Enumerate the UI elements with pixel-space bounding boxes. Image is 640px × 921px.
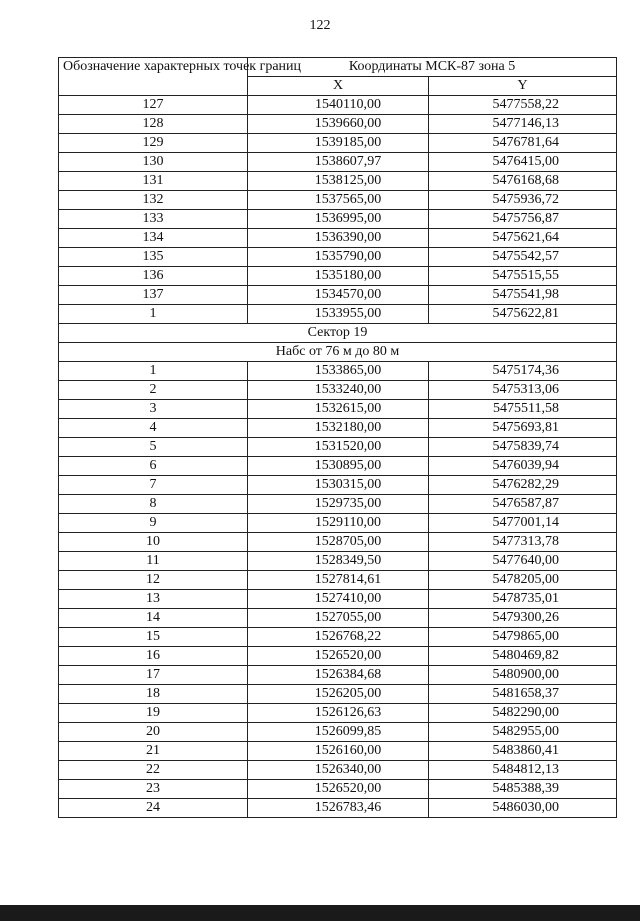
y-coordinate-cell: 5482955,00 [429, 723, 617, 742]
y-coordinate-cell: 5480469,82 [429, 647, 617, 666]
table-row [59, 590, 617, 609]
y-coordinate-cell: 5475313,06 [429, 381, 617, 400]
x-coordinate-cell: 1528349,50 [248, 552, 429, 571]
point-id-cell: 9 [59, 514, 248, 533]
point-id-cell: 11 [59, 552, 248, 571]
point-id-cell: 133 [59, 210, 248, 229]
x-coordinate-cell: 1526783,46 [248, 799, 429, 818]
point-id-cell: 17 [59, 666, 248, 685]
point-id-cell: 6 [59, 457, 248, 476]
x-coordinate-cell: 1538125,00 [248, 172, 429, 191]
table-row [59, 153, 617, 172]
y-coordinate-cell: 5476039,94 [429, 457, 617, 476]
point-id-cell: 132 [59, 191, 248, 210]
header-y: Y [429, 77, 617, 96]
y-coordinate-cell: 5477558,22 [429, 96, 617, 115]
x-coordinate-cell: 1530315,00 [248, 476, 429, 495]
table-row [59, 381, 617, 400]
table-row [59, 647, 617, 666]
y-coordinate-cell: 5480900,00 [429, 666, 617, 685]
x-coordinate-cell: 1527410,00 [248, 590, 429, 609]
y-coordinate-cell: 5483860,41 [429, 742, 617, 761]
point-id-cell: 23 [59, 780, 248, 799]
table-row [59, 495, 617, 514]
table-row [59, 742, 617, 761]
point-id-cell: 135 [59, 248, 248, 267]
header-x: X [248, 77, 429, 96]
point-id-cell: 127 [59, 96, 248, 115]
x-coordinate-cell: 1533955,00 [248, 305, 429, 324]
x-coordinate-cell: 1529110,00 [248, 514, 429, 533]
x-coordinate-cell: 1532180,00 [248, 419, 429, 438]
point-id-cell: 8 [59, 495, 248, 514]
point-id-cell: 1 [59, 362, 248, 381]
point-id-cell: 15 [59, 628, 248, 647]
table-body [59, 96, 617, 818]
x-coordinate-cell: 1526520,00 [248, 647, 429, 666]
y-coordinate-cell: 5481658,37 [429, 685, 617, 704]
x-coordinate-cell: 1540110,00 [248, 96, 429, 115]
table-row [59, 552, 617, 571]
point-id-cell: 137 [59, 286, 248, 305]
x-coordinate-cell: 1538607,97 [248, 153, 429, 172]
section-title: Сектор 19 [59, 324, 617, 343]
table-row [59, 628, 617, 647]
x-coordinate-cell: 1527055,00 [248, 609, 429, 628]
table-row [59, 286, 617, 305]
table-row [59, 533, 617, 552]
y-coordinate-cell: 5477640,00 [429, 552, 617, 571]
table-row [59, 134, 617, 153]
x-coordinate-cell: 1526520,00 [248, 780, 429, 799]
x-coordinate-cell: 1530895,00 [248, 457, 429, 476]
y-coordinate-cell: 5478205,00 [429, 571, 617, 590]
table-row [59, 248, 617, 267]
table-row [59, 210, 617, 229]
table-row [59, 609, 617, 628]
y-coordinate-cell: 5477001,14 [429, 514, 617, 533]
point-id-cell: 128 [59, 115, 248, 134]
x-coordinate-cell: 1526205,00 [248, 685, 429, 704]
section-row [59, 343, 617, 362]
x-coordinate-cell: 1534570,00 [248, 286, 429, 305]
y-coordinate-cell: 5475839,74 [429, 438, 617, 457]
table-row [59, 761, 617, 780]
table-row [59, 229, 617, 248]
table-row [59, 799, 617, 818]
table-row [59, 172, 617, 191]
page-number: 122 [309, 18, 331, 33]
table-row [59, 666, 617, 685]
y-coordinate-cell: 5475511,58 [429, 400, 617, 419]
x-coordinate-cell: 1536390,00 [248, 229, 429, 248]
y-coordinate-cell: 5475541,98 [429, 286, 617, 305]
point-id-cell: 5 [59, 438, 248, 457]
y-coordinate-cell: 5477146,13 [429, 115, 617, 134]
x-coordinate-cell: 1526160,00 [248, 742, 429, 761]
point-id-cell: 2 [59, 381, 248, 400]
y-coordinate-cell: 5475622,81 [429, 305, 617, 324]
x-coordinate-cell: 1526768,22 [248, 628, 429, 647]
x-coordinate-cell: 1528705,00 [248, 533, 429, 552]
y-coordinate-cell: 5475936,72 [429, 191, 617, 210]
y-coordinate-cell: 5478735,01 [429, 590, 617, 609]
x-coordinate-cell: 1536995,00 [248, 210, 429, 229]
y-coordinate-cell: 5475756,87 [429, 210, 617, 229]
table-row [59, 514, 617, 533]
table-row [59, 115, 617, 134]
header-coordinates-group: Координаты МСК-87 зона 5 [248, 58, 617, 77]
point-id-cell: 19 [59, 704, 248, 723]
y-coordinate-cell: 5475515,55 [429, 267, 617, 286]
table-row [59, 476, 617, 495]
section-title: Набс от 76 м до 80 м [59, 343, 617, 362]
x-coordinate-cell: 1537565,00 [248, 191, 429, 210]
y-coordinate-cell: 5475621,64 [429, 229, 617, 248]
y-coordinate-cell: 5485388,39 [429, 780, 617, 799]
point-id-cell: 13 [59, 590, 248, 609]
bottom-border [0, 905, 640, 921]
coordinates-table [58, 57, 617, 818]
x-coordinate-cell: 1526384,68 [248, 666, 429, 685]
point-id-cell: 134 [59, 229, 248, 248]
table-row [59, 685, 617, 704]
y-coordinate-cell: 5476168,68 [429, 172, 617, 191]
y-coordinate-cell: 5475542,57 [429, 248, 617, 267]
point-id-cell: 10 [59, 533, 248, 552]
x-coordinate-cell: 1533240,00 [248, 381, 429, 400]
table-row [59, 571, 617, 590]
x-coordinate-cell: 1535790,00 [248, 248, 429, 267]
x-coordinate-cell: 1526099,85 [248, 723, 429, 742]
table-row [59, 704, 617, 723]
point-id-cell: 16 [59, 647, 248, 666]
table-row [59, 305, 617, 324]
point-id-cell: 12 [59, 571, 248, 590]
point-id-cell: 136 [59, 267, 248, 286]
table-row [59, 723, 617, 742]
point-id-cell: 131 [59, 172, 248, 191]
table-row [59, 400, 617, 419]
y-coordinate-cell: 5479865,00 [429, 628, 617, 647]
x-coordinate-cell: 1526340,00 [248, 761, 429, 780]
x-coordinate-cell: 1529735,00 [248, 495, 429, 514]
point-id-cell: 14 [59, 609, 248, 628]
y-coordinate-cell: 5476415,00 [429, 153, 617, 172]
point-id-cell: 7 [59, 476, 248, 495]
section-row [59, 324, 617, 343]
y-coordinate-cell: 5484812,13 [429, 761, 617, 780]
x-coordinate-cell: 1527814,61 [248, 571, 429, 590]
point-id-cell: 20 [59, 723, 248, 742]
y-coordinate-cell: 5476587,87 [429, 495, 617, 514]
y-coordinate-cell: 5475174,36 [429, 362, 617, 381]
x-coordinate-cell: 1526126,63 [248, 704, 429, 723]
y-coordinate-cell: 5477313,78 [429, 533, 617, 552]
y-coordinate-cell: 5482290,00 [429, 704, 617, 723]
point-id-cell: 24 [59, 799, 248, 818]
y-coordinate-cell: 5479300,26 [429, 609, 617, 628]
table-row [59, 267, 617, 286]
point-id-cell: 1 [59, 305, 248, 324]
table-row [59, 419, 617, 438]
y-coordinate-cell: 5476282,29 [429, 476, 617, 495]
point-id-cell: 22 [59, 761, 248, 780]
table-row [59, 780, 617, 799]
table-row [59, 191, 617, 210]
table-row [59, 362, 617, 381]
y-coordinate-cell: 5486030,00 [429, 799, 617, 818]
point-id-cell: 130 [59, 153, 248, 172]
x-coordinate-cell: 1535180,00 [248, 267, 429, 286]
y-coordinate-cell: 5476781,64 [429, 134, 617, 153]
x-coordinate-cell: 1532615,00 [248, 400, 429, 419]
table-row [59, 457, 617, 476]
x-coordinate-cell: 1533865,00 [248, 362, 429, 381]
y-coordinate-cell: 5475693,81 [429, 419, 617, 438]
point-id-cell: 21 [59, 742, 248, 761]
point-id-cell: 4 [59, 419, 248, 438]
header-point-designation: Обозначение характерных точек границ [59, 58, 248, 96]
x-coordinate-cell: 1539660,00 [248, 115, 429, 134]
point-id-cell: 18 [59, 685, 248, 704]
x-coordinate-cell: 1539185,00 [248, 134, 429, 153]
table-header-row [59, 58, 617, 77]
point-id-cell: 129 [59, 134, 248, 153]
point-id-cell: 3 [59, 400, 248, 419]
table-row [59, 438, 617, 457]
table-row [59, 96, 617, 115]
x-coordinate-cell: 1531520,00 [248, 438, 429, 457]
